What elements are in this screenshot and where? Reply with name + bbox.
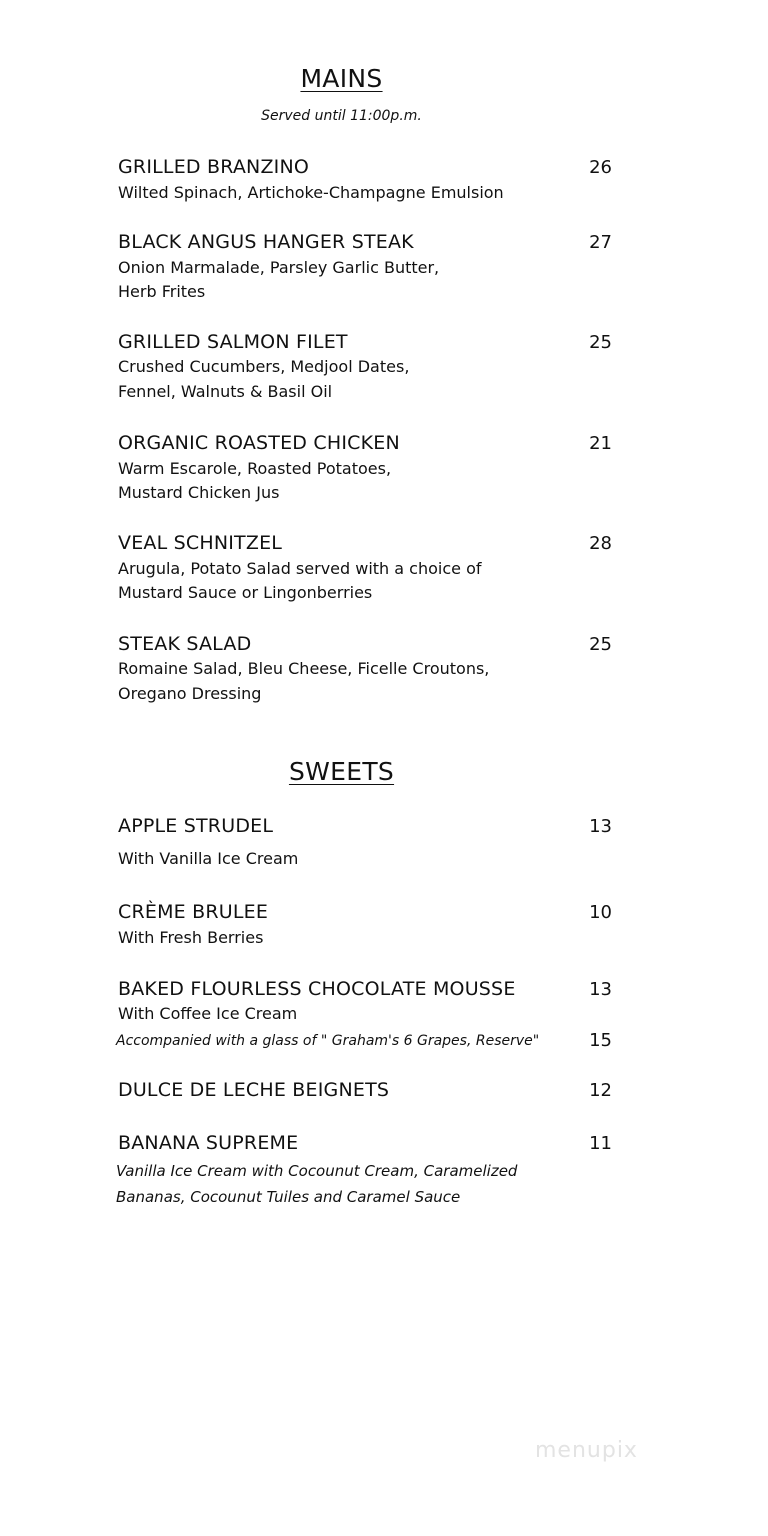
item-description: With Fresh Berries [118, 928, 264, 947]
item-name: GRILLED SALMON FILET [118, 331, 348, 353]
item-description: Romaine Salad, Bleu Cheese, Ficelle Croutons, [118, 659, 490, 678]
item-price: 26 [589, 157, 612, 178]
item-description: Fennel, Walnuts & Basil Oil [118, 382, 333, 401]
mains-served-note: Served until 11:00p.m. [261, 108, 422, 124]
item-description: Crushed Cucumbers, Medjool Dates, [118, 357, 410, 376]
item-price: 27 [589, 232, 612, 253]
item-price: 28 [589, 533, 612, 554]
item-price: 13 [589, 816, 612, 837]
item-name: GRILLED BRANZINO [118, 156, 310, 178]
item-name: APPLE STRUDEL [118, 815, 274, 837]
item-name: DULCE DE LECHE BEIGNETS [118, 1079, 390, 1101]
mains-heading: MAINS [300, 64, 383, 93]
wine-pairing-price: 15 [589, 1030, 612, 1051]
item-description: Mustard Sauce or Lingonberries [118, 583, 373, 602]
item-name: ORGANIC ROASTED CHICKEN [118, 432, 400, 454]
item-name: CRÈME BRULEE [118, 901, 269, 923]
wine-pairing-note: Accompanied with a glass of " Graham's 6 Grapes, Reserve" [116, 1033, 540, 1049]
item-name: STEAK SALAD [118, 633, 252, 655]
item-price: 10 [589, 902, 612, 923]
item-price: 25 [589, 332, 612, 353]
sweets-heading: SWEETS [288, 757, 395, 786]
item-name: BLACK ANGUS HANGER STEAK [118, 231, 414, 253]
item-price: 21 [589, 433, 612, 454]
item-description: Mustard Chicken Jus [118, 483, 280, 502]
item-price: 12 [589, 1080, 612, 1101]
item-price: 11 [589, 1133, 612, 1154]
item-price: 13 [589, 979, 612, 1000]
item-price: 25 [589, 634, 612, 655]
item-description: Herb Frites [118, 282, 206, 301]
item-description: Oregano Dressing [118, 684, 262, 703]
menupix-watermark: menupix [535, 1438, 638, 1463]
item-description: With Coffee Ice Cream [118, 1004, 298, 1023]
item-description: With Vanilla Ice Cream [118, 849, 299, 868]
item-name: BAKED FLOURLESS CHOCOLATE MOUSSE [118, 978, 516, 1000]
item-description: Bananas, Cocounut Tuiles and Caramel Sauce [116, 1188, 461, 1206]
item-description: Vanilla Ice Cream with Cocounut Cream, Caramelized [116, 1162, 518, 1180]
item-name: VEAL SCHNITZEL [118, 532, 283, 554]
item-name: BANANA SUPREME [118, 1132, 299, 1154]
item-description: Warm Escarole, Roasted Potatoes, [118, 459, 392, 478]
item-description: Onion Marmalade, Parsley Garlic Butter, [118, 258, 440, 277]
item-description: Arugula, Potato Salad served with a choice of [118, 559, 482, 578]
item-description: Wilted Spinach, Artichoke-Champagne Emulsion [118, 183, 504, 202]
